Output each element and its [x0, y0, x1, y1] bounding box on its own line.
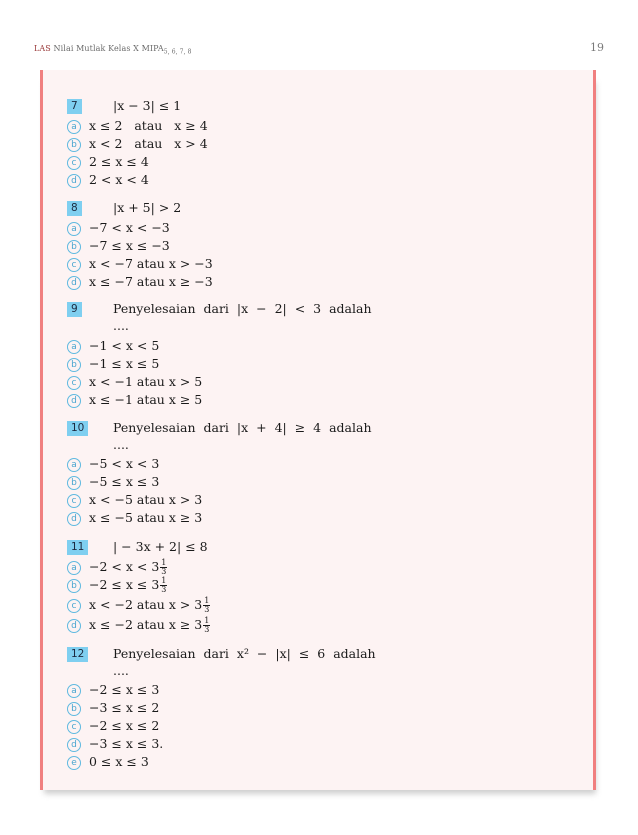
option-main-text: x < −2 atau x > 3 [89, 597, 203, 612]
question-text: | − 3x + 2| ≤ 8 [113, 539, 208, 554]
las-label: LAS [34, 44, 51, 53]
fraction-numerator: 1 [204, 616, 210, 625]
option-text [89, 617, 210, 634]
option-text: −3 ≤ x ≤ 2 [89, 700, 160, 715]
question-text: Penyelesaian dari x² − |x| ≤ 6 adalah [113, 646, 376, 661]
fraction-numerator: 1 [204, 596, 210, 605]
exercise-box [40, 70, 596, 790]
option-letter: b [67, 358, 81, 372]
option-letter: d [67, 619, 81, 633]
option-letter: d [67, 174, 81, 188]
option-text: −7 < x < −3 [89, 220, 170, 235]
option-main-text: x ≤ −2 atau x ≥ 3 [89, 617, 203, 632]
option-letter: a [67, 120, 81, 134]
fraction-denominator: 3 [204, 625, 210, 634]
fraction [203, 597, 210, 614]
question-text: Penyelesaian dari |x − 2| < 3 adalah [113, 301, 372, 316]
question-number: 10 [67, 421, 88, 436]
option-text: −1 < x < 5 [89, 338, 160, 353]
option-letter: a [67, 684, 81, 698]
question-text: |x + 5| > 2 [113, 200, 182, 215]
option-letter: c [67, 156, 81, 170]
option-letter: a [67, 458, 81, 472]
question-dots: .... [113, 663, 129, 678]
option-text: −2 ≤ x ≤ 2 [89, 718, 160, 733]
option-letter: c [67, 494, 81, 508]
option-text: x < −7 atau x > −3 [89, 256, 213, 271]
option-text [89, 597, 210, 614]
running-title [34, 44, 192, 56]
option-letter: a [67, 561, 81, 575]
option-text: −1 ≤ x ≤ 5 [89, 356, 160, 371]
fraction-numerator: 1 [161, 558, 167, 567]
option-letter: a [67, 340, 81, 354]
option-text: −5 ≤ x ≤ 3 [89, 474, 160, 489]
fraction [160, 559, 167, 576]
fraction [160, 577, 167, 594]
page-number: 19 [590, 41, 604, 54]
option-letter: a [67, 222, 81, 236]
option-text: x < −1 atau x > 5 [89, 374, 203, 389]
option-text: x ≤ −7 atau x ≥ −3 [89, 274, 213, 289]
option-text: −3 ≤ x ≤ 3. [89, 736, 164, 751]
question-number: 8 [67, 201, 82, 216]
option-main-text: −2 < x < 3 [89, 559, 160, 574]
fraction-denominator: 3 [161, 567, 167, 576]
fraction-denominator: 3 [161, 585, 167, 594]
question-number: 11 [67, 540, 88, 555]
option-letter: b [67, 476, 81, 490]
option-letter: e [67, 756, 81, 770]
option-letter: b [67, 579, 81, 593]
option-text: x < 2 atau x > 4 [89, 136, 208, 151]
option-letter: c [67, 720, 81, 734]
option-letter: c [67, 599, 81, 613]
option-text: x ≤ −1 atau x ≥ 5 [89, 392, 203, 407]
option-letter: c [67, 376, 81, 390]
option-letter: b [67, 240, 81, 254]
option-text: −7 ≤ x ≤ −3 [89, 238, 170, 253]
option-text: 0 ≤ x ≤ 3 [89, 754, 149, 769]
fraction-denominator: 3 [204, 605, 210, 614]
option-text: −2 ≤ x ≤ 3 [89, 682, 160, 697]
doc-title: Nilai Mutlak Kelas X MIPA [53, 44, 164, 53]
question-number: 9 [67, 302, 82, 317]
fraction [203, 617, 210, 634]
class-list: 5, 6, 7, 8 [163, 48, 192, 56]
question-number: 12 [67, 647, 88, 662]
question-dots: .... [113, 437, 129, 452]
fraction-numerator: 1 [161, 576, 167, 585]
page-header [34, 41, 604, 58]
option-letter: b [67, 138, 81, 152]
option-text: 2 ≤ x ≤ 4 [89, 154, 149, 169]
option-letter: c [67, 258, 81, 272]
option-letter: d [67, 394, 81, 408]
option-text: 2 < x < 4 [89, 172, 149, 187]
question-dots: .... [113, 318, 129, 333]
option-text: x ≤ −5 atau x ≥ 3 [89, 510, 203, 525]
option-text [89, 577, 167, 594]
question-text: Penyelesaian dari |x + 4| ≥ 4 adalah [113, 420, 372, 435]
option-text: x ≤ 2 atau x ≥ 4 [89, 118, 208, 133]
option-text [89, 559, 167, 576]
option-letter: d [67, 512, 81, 526]
option-letter: b [67, 702, 81, 716]
option-letter: d [67, 276, 81, 290]
option-main-text: −2 ≤ x ≤ 3 [89, 577, 160, 592]
option-text: x < −5 atau x > 3 [89, 492, 203, 507]
question-text: |x − 3| ≤ 1 [113, 98, 182, 113]
option-text: −5 < x < 3 [89, 456, 160, 471]
option-letter: d [67, 738, 81, 752]
question-number: 7 [67, 99, 82, 114]
